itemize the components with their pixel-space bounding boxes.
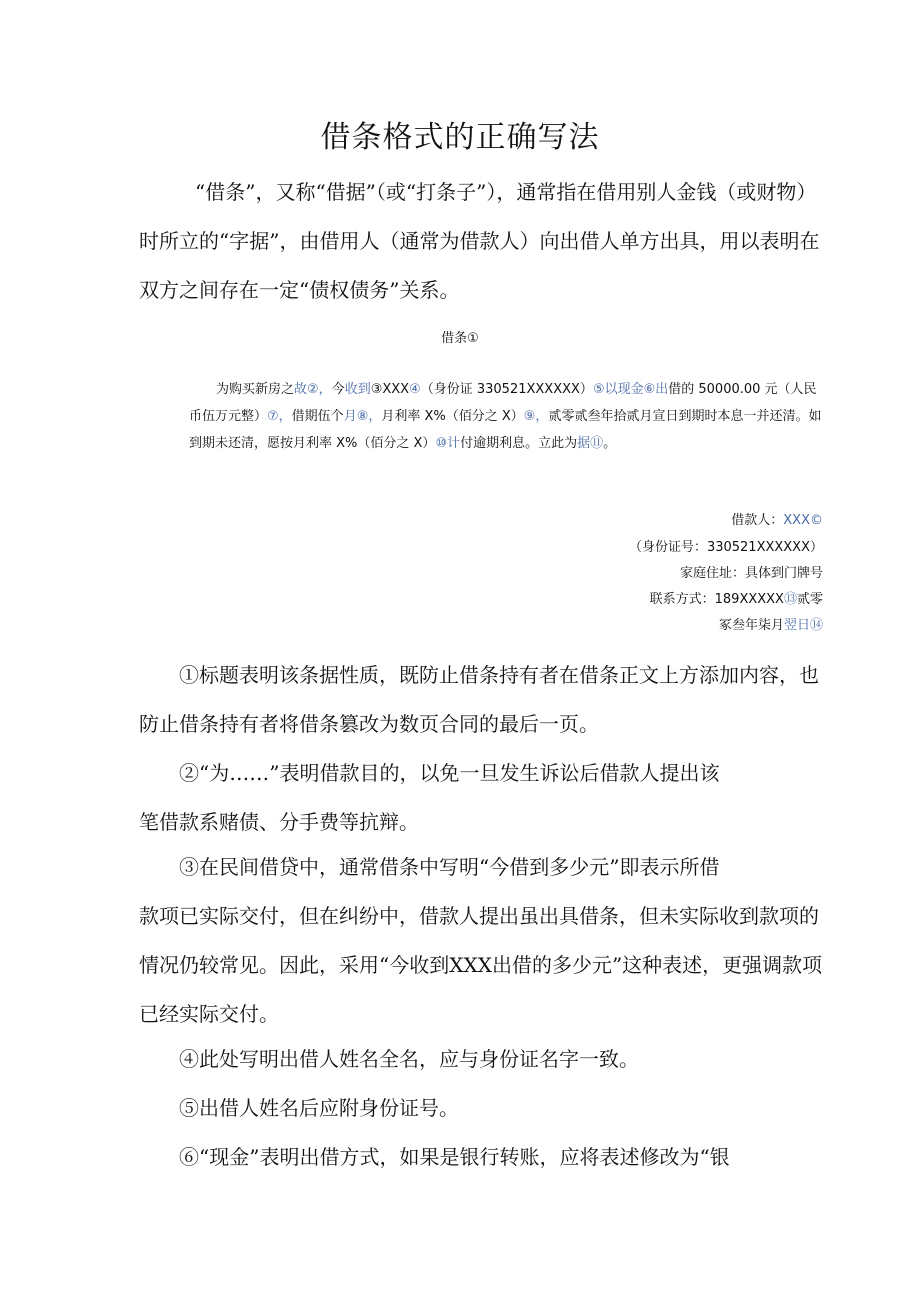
explanation-paragraph	[139, 798, 823, 847]
iou-footnote-mark: ⑨，	[523, 409, 549, 424]
explanation-text: 款项已实际交付，但在纠纷中，借款人提出虽出具借条，但未实际收到款项的情况仍较常见。因此，采用“今收到XXX出借的多少元”这种表述，更强调款项已经实际交付。	[139, 904, 823, 1026]
explanation-text: ⑥“现金”表明出借方式，如果是银行转账，应将表述修改为“银	[179, 1145, 730, 1169]
iou-body	[189, 376, 823, 457]
iou-text: 借期伍个	[291, 409, 344, 424]
explanation-text: ⑤出借人姓名后应附身份证号。	[179, 1096, 459, 1120]
iou-text: ③XXX	[370, 382, 410, 397]
iou-text: 为购买新房之	[216, 382, 295, 397]
contact-line	[650, 588, 823, 607]
date-text: 冢叁年柒月	[718, 618, 784, 633]
explanation-paragraph	[139, 651, 823, 749]
explanation-paragraph	[139, 843, 823, 892]
contact-mark: ⑬	[783, 592, 797, 607]
contact-text: 联系方式：189XXXXX	[649, 592, 784, 607]
iou-text: 。	[603, 436, 617, 451]
iou-footnote-mark: 据⑪	[577, 436, 604, 451]
explanation-paragraph	[139, 1133, 823, 1182]
iou-text: （身份证 330521XXXXXX）	[420, 382, 593, 397]
borrower-line	[731, 509, 823, 528]
intro-text: “借条”，又称“借据”（或“打条子”），通常指在借用别人金钱（或财物）时所立的“字据”，由借用人（通常为借款人）向出借人单方出具，用以表明在双方之间存在一定“债权债务”关系。	[139, 180, 820, 302]
borrower-name: XXX©	[783, 513, 823, 528]
explanation-text: 笔借款系赌债、分手费等抗辩。	[139, 810, 419, 834]
iou-text: 今	[331, 382, 345, 397]
date-line	[719, 614, 823, 633]
explanation-paragraph	[139, 1035, 823, 1084]
iou-footnote-mark: ⑦，	[267, 409, 292, 424]
iou-footnote-mark: 月⑧，	[343, 409, 382, 424]
document-title: 借条格式的正确写法	[320, 120, 600, 155]
explanation-paragraph	[139, 892, 823, 1039]
explanation-text: ④此处写明出借人姓名全名，应与身份证名字一致。	[179, 1047, 639, 1071]
address-line: 家庭住址：具体到门牌号	[679, 566, 823, 581]
id-number-line: （身份证号：330521XXXXXX）	[628, 540, 823, 555]
iou-text: 贰零贰叁年拾贰月宣日到期时本息一并还清。如到期未还清，愿按月利率 X%（佰分之 X）	[189, 409, 822, 451]
iou-heading: 借条①	[441, 331, 479, 346]
iou-text: 借的 50000.00 元（人民币伍万元整）	[189, 382, 817, 424]
iou-text: 月利率 X%（佰分之 X）	[381, 409, 524, 424]
borrower-label: 借款人：	[731, 513, 784, 528]
date-mark: 翌日⑭	[783, 618, 823, 633]
explanation-paragraph	[139, 1084, 823, 1133]
iou-footnote-mark: ⑩计	[435, 436, 461, 451]
iou-footnote-mark: 故②，	[294, 382, 332, 397]
explanation-text: ③在民间借贷中，通常借条中写明“今借到多少元”即表示所借	[179, 855, 720, 879]
iou-text: 付逾期利息。立此为	[460, 436, 578, 451]
iou-footnote-mark: 收到	[344, 382, 371, 397]
explanation-text: ①标题表明该条据性质，既防止借条持有者在借条正文上方添加内容，也防止借条持有者将借条篡改为数页合同的最后一页。	[139, 663, 819, 736]
intro-paragraph	[139, 168, 823, 315]
explanation-text: ②“为……”表明借款目的，以免一旦发生诉讼后借款人提出该	[179, 761, 720, 785]
contact-tail: 贰零	[796, 592, 823, 607]
iou-footnote-mark: ④	[409, 382, 421, 397]
iou-footnote-mark: ⑤以现金⑥出	[592, 382, 669, 397]
explanation-paragraph	[139, 749, 823, 798]
